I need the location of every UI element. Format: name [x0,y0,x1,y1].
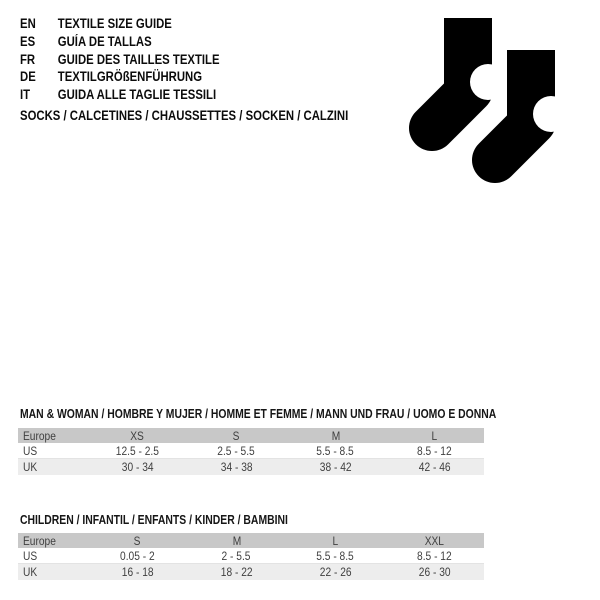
language-list [20,15,258,104]
language-label: TEXTILE SIZE GUIDE [57,16,172,31]
row-label: US [23,548,38,563]
column-header-size: M [232,533,241,548]
size-cell: 22 - 26 [319,565,352,579]
size-cell: 8.5 - 12 [417,443,452,458]
size-cell: 18 - 22 [220,565,253,579]
language-code: ES [20,33,36,49]
size-cell: 38 - 42 [319,460,352,474]
language-code: EN [20,16,36,31]
language-label: TEXTILGRÖßENFÜHRUNG [57,69,203,85]
sock-back [432,18,506,128]
size-cell: 8.5 - 12 [417,548,452,563]
language-code: IT [20,87,31,102]
category-title: SOCKS / CALCETINES / CHAUSSETTES / SOCKEN / CALZINI [20,108,349,123]
size-cell: 42 - 46 [418,460,451,474]
column-header-size: L [332,533,339,548]
row-label: US [23,443,38,458]
size-cell: 34 - 38 [220,460,253,474]
language-row-it [20,86,220,104]
size-cell: 0.05 - 2 [120,548,155,563]
size-cell: 5.5 - 8.5 [316,548,355,563]
language-code: DE [20,69,36,85]
size-cell: 12.5 - 2.5 [115,443,160,458]
column-header-region: Europe [23,428,56,443]
adult-size-table [18,428,484,475]
column-header-size: S [134,533,141,548]
row-label: UK [23,565,38,579]
size-cell: 30 - 34 [121,460,154,474]
column-header-size: XS [130,428,145,443]
size-cell: 2 - 5.5 [222,548,251,563]
size-cell: 16 - 18 [121,565,154,579]
size-cell: 2.5 - 5.5 [217,443,256,458]
children-table-title: CHILDREN / INFANTIL / ENFANTS / KINDER / BAMBINI [20,512,288,527]
children-table-row-uk [18,564,484,580]
children-size-table [18,533,484,580]
children-table-header-row [18,533,484,548]
size-cell: 5.5 - 8.5 [316,443,355,458]
adult-table-title: MAN & WOMAN / HOMBRE Y MUJER / HOMME ET FEMME / MANN UND FRAU / UOMO E DONNA [20,406,497,421]
adult-table-row-uk [18,459,484,475]
size-cell: 26 - 30 [418,565,451,579]
language-code: FR [20,51,36,67]
language-row-de [20,68,220,86]
adult-table-row-us [18,443,484,459]
language-label: GUIDA ALLE TAGLIE TESSILI [57,87,217,102]
column-header-size: L [431,428,438,443]
language-label: GUIDE DES TAILLES TEXTILE [57,51,220,67]
adult-table-header-row [18,428,484,443]
column-header-size: S [233,428,240,443]
children-table-row-us [18,548,484,564]
language-label: GUÍA DE TALLAS [57,33,152,49]
column-header-region: Europe [23,533,56,548]
language-row-es [20,33,220,51]
row-label: UK [23,460,38,474]
socks-icon [400,0,575,192]
column-header-size: XXL [424,533,445,548]
language-row-fr [20,51,220,69]
language-row-en [20,15,220,33]
column-header-size: M [331,428,340,443]
